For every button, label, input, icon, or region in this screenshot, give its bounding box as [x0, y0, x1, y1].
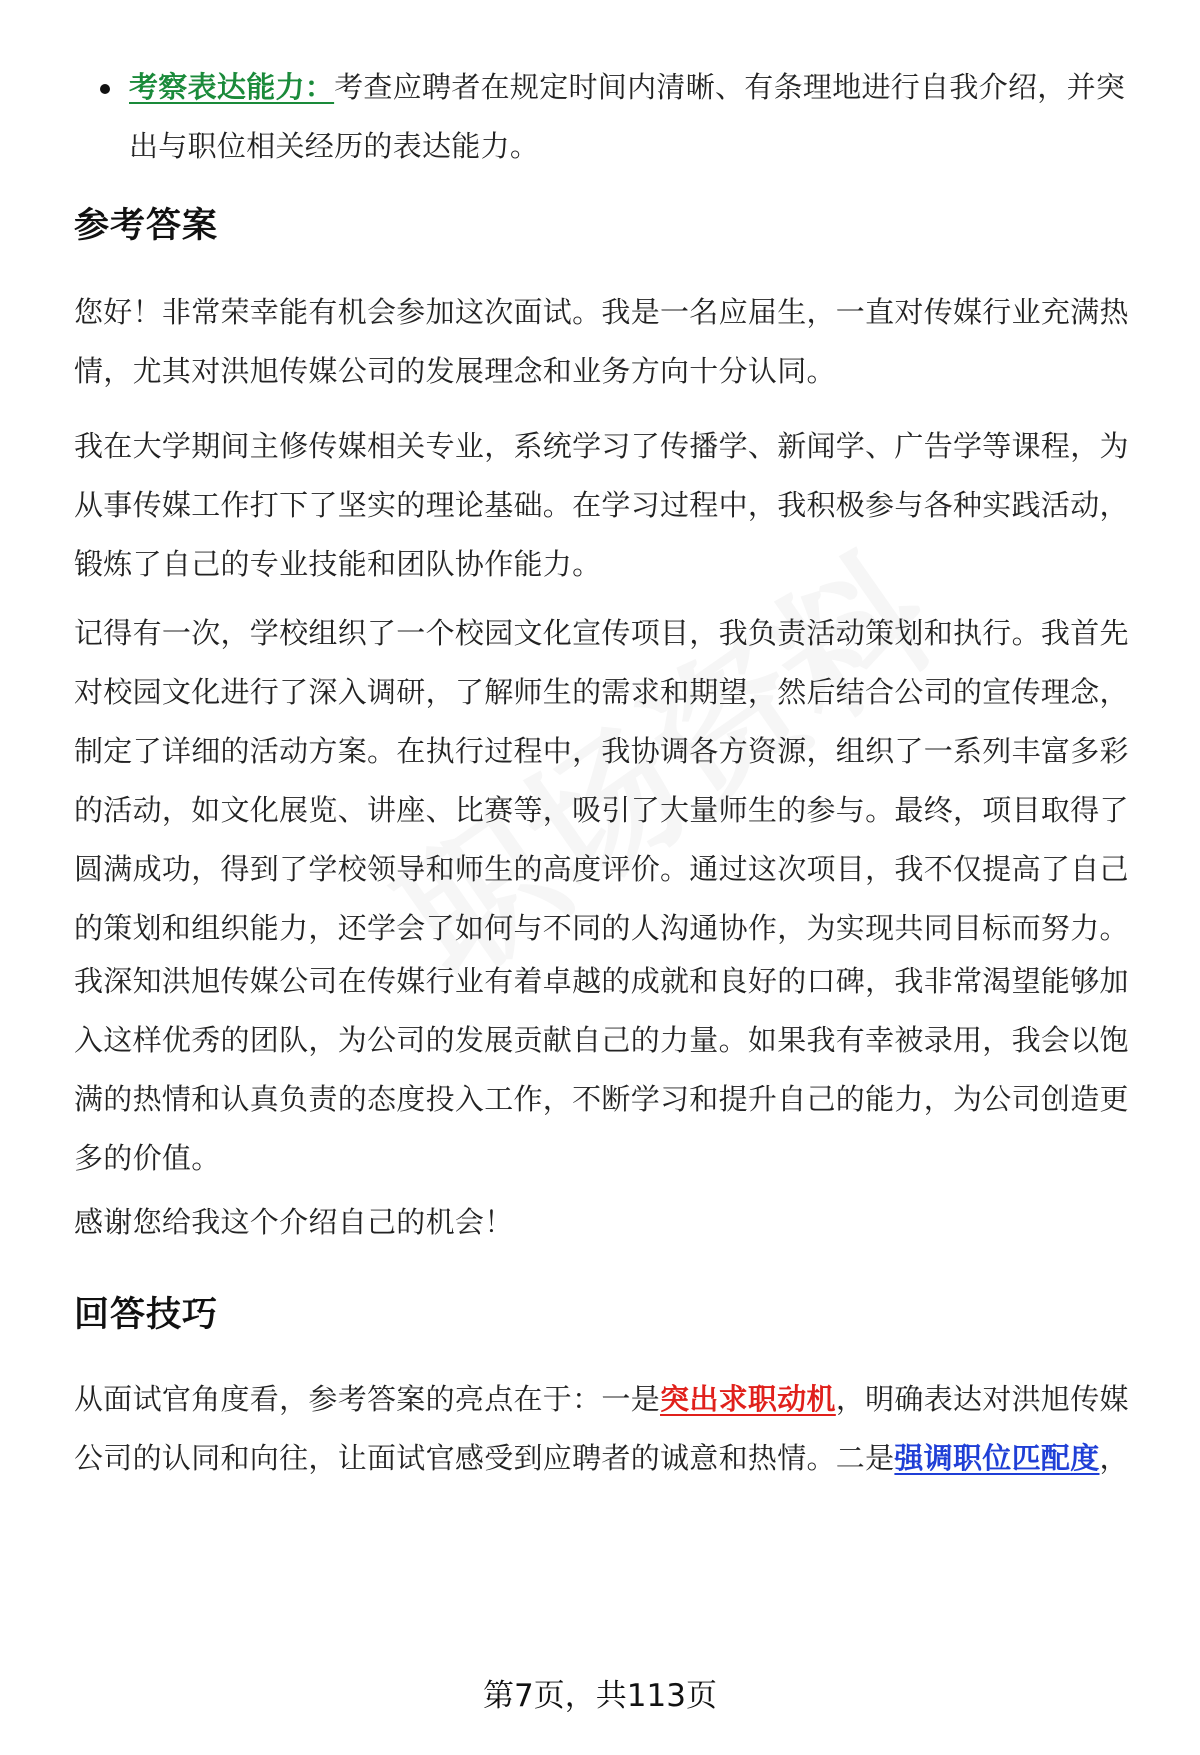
paragraph-2: 我在大学期间主修传媒相关专业，系统学习了传播学、新闻学、广告学等课程，为从事传媒工作打下了坚实的理论基础。在学习过程中，我积极参与各种实践活动，锻炼了自己的专业技能和团队协作能力。: [74, 429, 1129, 581]
paragraph-4: 我深知洪旭传媒公司在传媒行业有着卓越的成就和良好的口碑，我非常渴望能够加入这样优秀的团队，为公司的发展贡献自己的力量。如果我有幸被录用，我会以饱满的热情和认真负责的态度投入工作，不断学习和提升自己的能力，为公司创造更多的价值。: [74, 964, 1129, 1175]
paragraph-1: 您好！非常荣幸能有机会参加这次面试。我是一名应届生，一直对传媒行业充满热情，尤其对洪旭传媒公司的发展理念和业务方向十分认同。: [74, 295, 1129, 388]
highlight-motivation: 突出求职动机: [660, 1382, 836, 1416]
bullet-body: 考查应聘者在规定时间内清晰、有条理地进行自我介绍，并突出与职位相关经历的表达能力。: [129, 70, 1126, 163]
bullet-dot-icon: [100, 84, 110, 94]
paragraph-5: 感谢您给我这个介绍自己的机会！: [74, 1205, 514, 1239]
section-title-answer-tips: 回答技巧: [74, 1295, 219, 1335]
tips-text-1: 从面试官角度看，参考答案的亮点在于：一是: [74, 1382, 661, 1416]
bullet-text: [129, 58, 1144, 176]
page-number: 第7页，共113页: [483, 1678, 717, 1714]
tips-paragraph: [74, 1370, 1144, 1488]
highlight-job-match: 强调职位匹配度: [894, 1441, 1100, 1475]
bullet-label: 考察表达能力：: [129, 70, 335, 104]
tips-text-3: ，: [1099, 1441, 1129, 1475]
tips-text-2: ，明确表达对洪旭传媒公司的认同和向往，让面试官感受到应聘者的诚意和热情。二是: [74, 1382, 1129, 1475]
section-title-reference-answer: 参考答案: [74, 206, 219, 246]
paragraph-3: 记得有一次，学校组织了一个校园文化宣传项目，我负责活动策划和执行。我首先对校园文化进行了深入调研，了解师生的需求和期望，然后结合公司的宣传理念，制定了详细的活动方案。在执行过程中，我协调各方资源，组织了一系列丰富多彩的活动，如文化展览、讲座、比赛等，吸引了大量师生的参与。最终，项目取得了圆满成功，得到了学校领导和师生的高度评价。通过这次项目，我不仅提高了自己的策划和组织能力，还学会了如何与不同的人沟通协作，为实现共同目标而努力。: [74, 616, 1129, 945]
bullet-item: [74, 58, 1144, 176]
